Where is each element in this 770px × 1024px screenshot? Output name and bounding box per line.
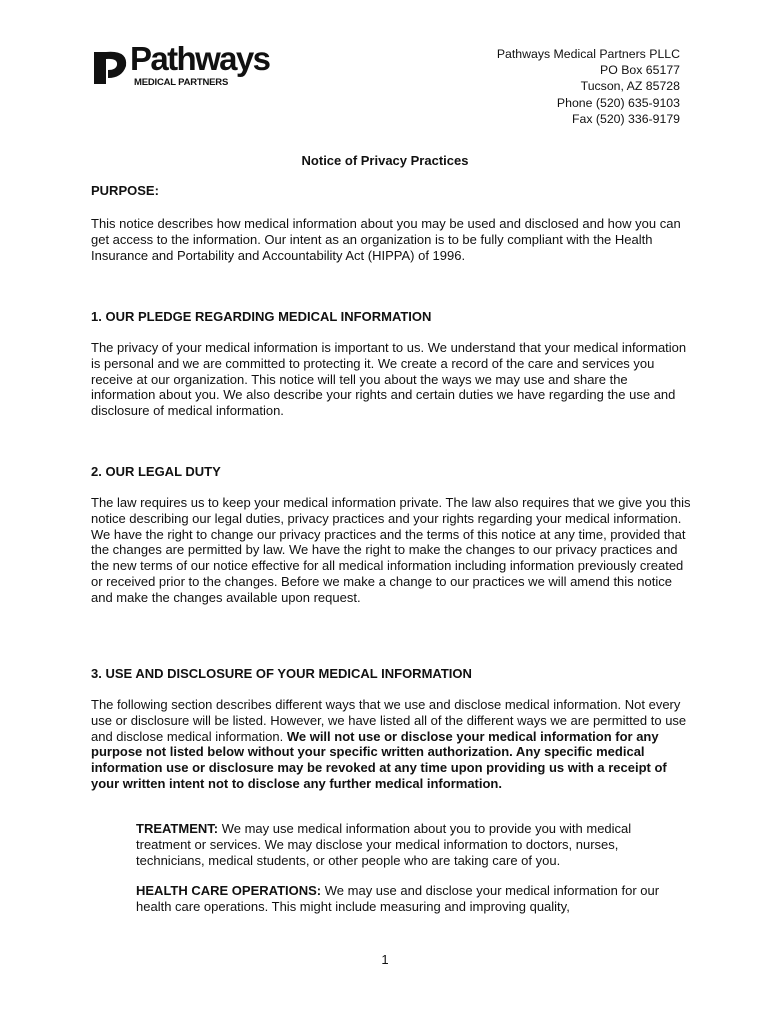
section-1-heading: 1. OUR PLEDGE REGARDING MEDICAL INFORMATION: [91, 309, 432, 324]
operations-label: HEALTH CARE OPERATIONS:: [136, 883, 322, 898]
logo-subtitle: MEDICAL PARTNERS: [134, 77, 229, 88]
pathways-logo: [92, 40, 282, 90]
company-address: [497, 46, 680, 127]
section-1-text: The privacy of your medical information is important to us. We understand that your medical information is personal and we are committed to protecting it. We create a record of the care and services you receive at our organization. This notice will tell you about the ways we may use and share the information about you. We also describe your rights and certain duties we have regarding the use and disclosure of medical information.: [91, 340, 687, 419]
section-3-text: [91, 697, 691, 792]
phone-number: Phone (520) 635-9103: [556, 95, 680, 110]
po-box: PO Box 65177: [600, 63, 680, 78]
section-3-text-plain: The following section describes different ways that we use and disclose medical information. Not every use or disclosure will be listed. However, we have listed all of the different ways we are permitted to use and disclose medical information.: [91, 697, 687, 744]
city-state-zip: Tucson, AZ 85728: [580, 79, 680, 94]
purpose-heading: PURPOSE:: [91, 183, 159, 198]
section-2-text: The law requires us to keep your medical information private. The law also requires that we give you this notice describing our legal duties, privacy practices and your rights regarding your medical information. We have the right to change our privacy practices and the terms of this notice at any time, provided that the changes are permitted by law. We have the right to make the changes to our privacy practices and the new terms of our notice effective for all medical information including information previously created or received prior to the changes. Before we make a change to our practices we will amend this notice and make the changes available upon request.: [91, 495, 691, 605]
logo-wordmark: Pathways: [130, 40, 270, 77]
operations-text: We may use and disclose your medical information for our health care operations. This might include measuring and improving quality,: [136, 883, 660, 914]
operations-paragraph: [136, 883, 686, 915]
document-title: Notice of Privacy Practices: [301, 153, 469, 168]
company-name: Pathways Medical Partners PLLC: [496, 47, 680, 61]
section-3-heading: 3. USE AND DISCLOSURE OF YOUR MEDICAL INFORMATION: [91, 666, 472, 681]
section-3-text-bold: We will not use or disclose your medical information for any purpose not listed below without your specific written authorization. Any specific medical information use or disclosure may be revoked at any time upon providing us with a receipt of your written intent not to disclose any further medical information.: [91, 728, 667, 791]
page-number: 1: [381, 952, 389, 967]
treatment-paragraph: [136, 821, 686, 868]
fax-number: Fax (520) 336-9179: [571, 111, 680, 126]
treatment-label: TREATMENT:: [136, 821, 219, 836]
logo-mark-icon: [92, 48, 130, 86]
purpose-text: This notice describes how medical information about you may be used and disclosed and how you can get access to the information. Our intent as an organization is to be fully compliant with the Health Insurance and Portability and Accountability Act (HIPPA) of 1996.: [91, 216, 681, 263]
treatment-text: We may use medical information about you to provide you with medical treatment or services. We may disclose your medical information to doctors, nurses, technicians, medical students, or other people who are taking care of you.: [136, 821, 632, 868]
section-2-heading: 2. OUR LEGAL DUTY: [91, 464, 221, 479]
